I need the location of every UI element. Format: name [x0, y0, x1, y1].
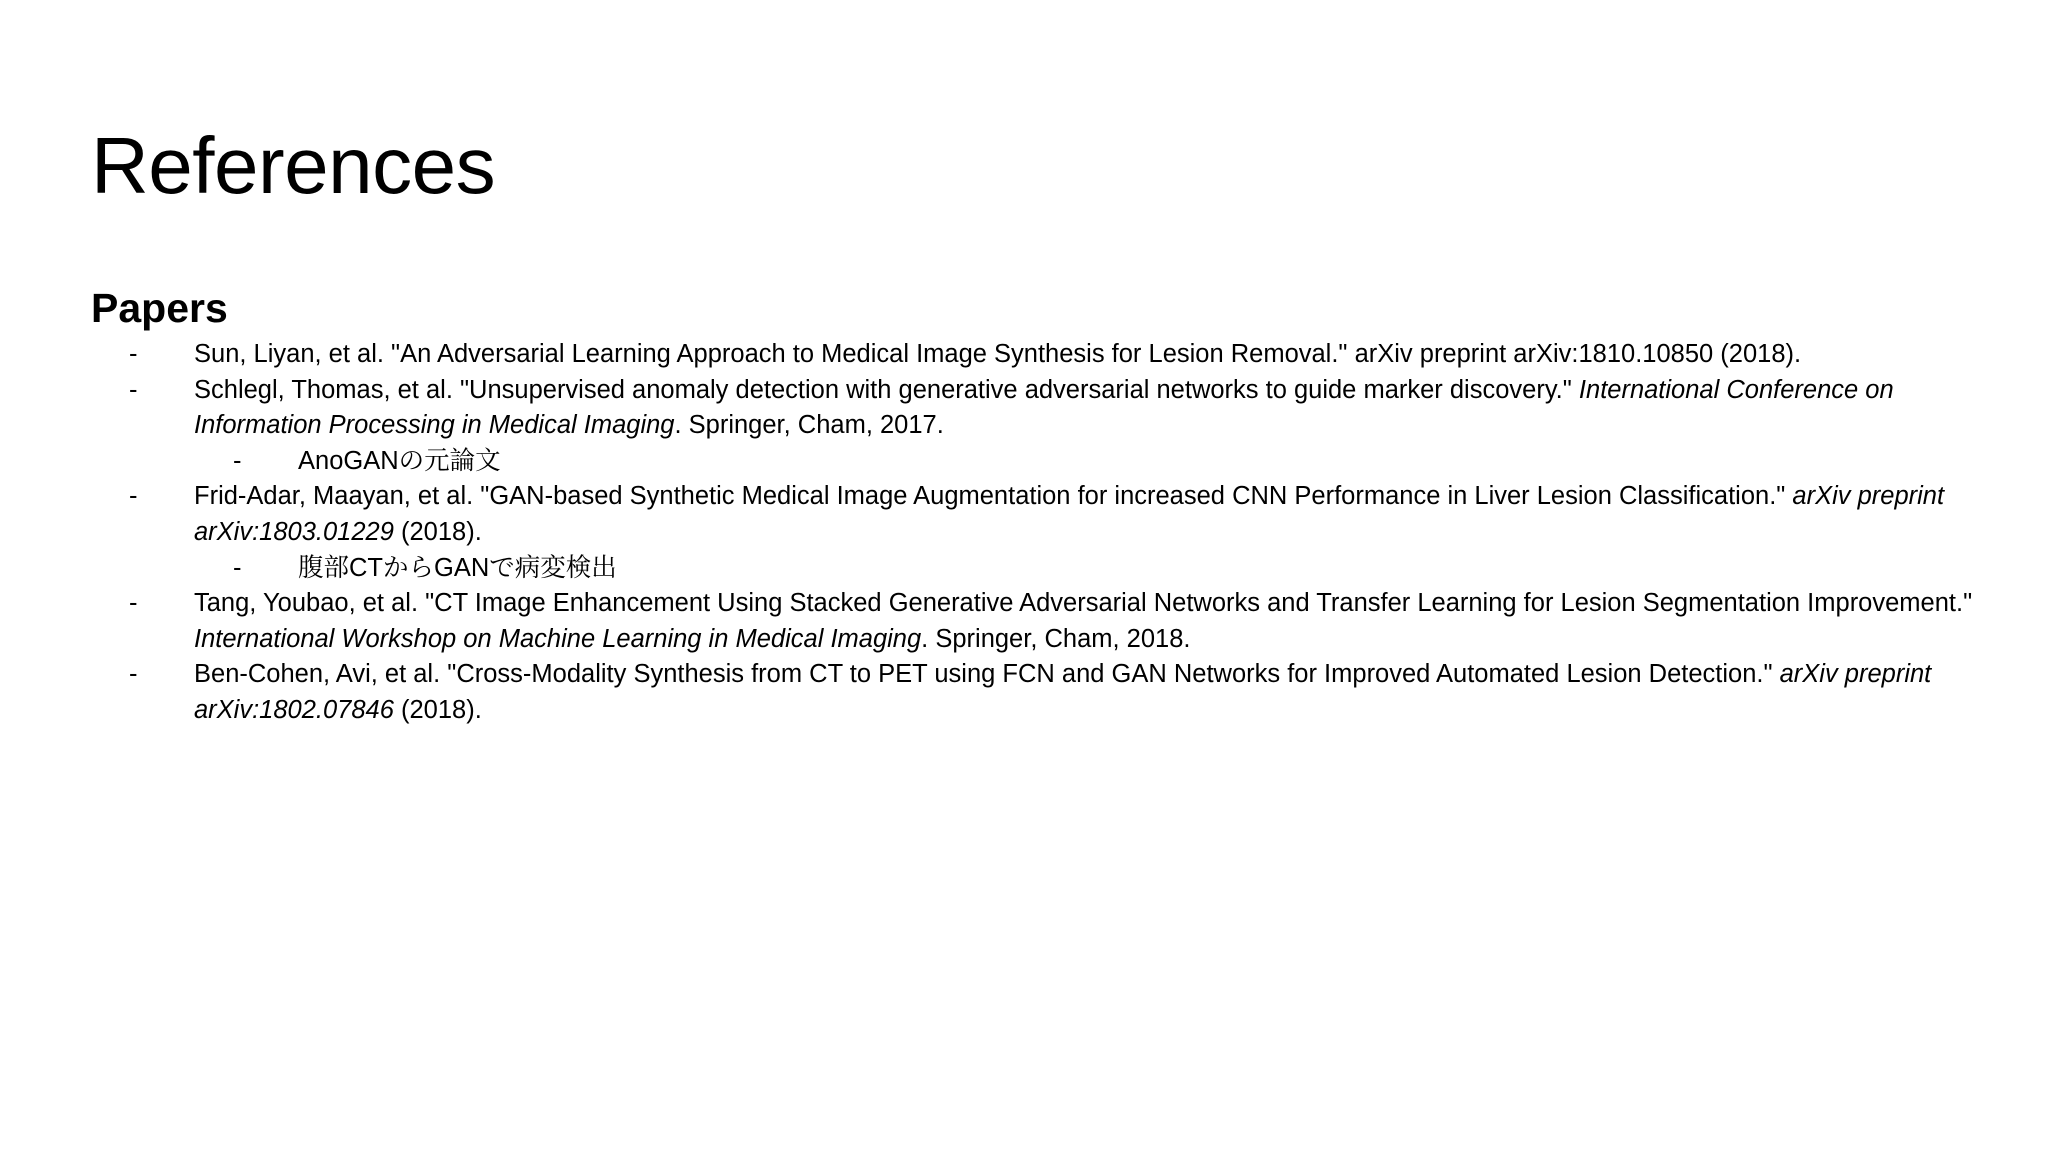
- reference-item: [0, 479, 2048, 550]
- bullet-dash: -: [129, 589, 138, 618]
- bullet-dash: -: [233, 446, 242, 475]
- reference-publisher: (2018).: [393, 517, 482, 546]
- reference-item: [0, 337, 2048, 373]
- reference-venue: International Workshop on Machine Learning in Medical Imaging: [194, 624, 922, 653]
- reference-text: [194, 586, 1994, 657]
- reference-publisher: . Springer, Cham, 2017.: [674, 411, 944, 440]
- section-heading-papers: Papers: [91, 285, 228, 331]
- reference-publisher: (2018).: [393, 695, 482, 724]
- reference-citation: Tang, Youbao, et al. "CT Image Enhancement Using Stacked Generative Adversarial Networks and Transfer Learning for Lesion Segmentation Improvement.": [194, 589, 1973, 618]
- bullet-dash: -: [129, 660, 138, 689]
- bullet-dash: -: [129, 375, 138, 404]
- reference-citation: Sun, Liyan, et al. "An Adversarial Learning Approach to Medical Image Synthesis for Lesion Removal." arXiv preprint arXiv:1810.10850 (2018).: [194, 340, 1802, 368]
- reference-text: [194, 657, 1994, 728]
- reference-note-text: [298, 444, 2048, 480]
- slide-title: References: [91, 121, 496, 210]
- reference-venue: arXiv preprint arXiv:1802.07846: [194, 660, 1932, 724]
- note-text: 腹部CTからGANで病変検出: [298, 553, 617, 582]
- reference-item: [0, 586, 2048, 657]
- reference-venue: arXiv preprint arXiv:1803.01229: [194, 482, 1945, 546]
- reference-note: [0, 551, 2048, 587]
- bullet-dash: -: [233, 553, 242, 582]
- bullet-dash: -: [129, 482, 138, 511]
- reference-item: [0, 657, 2048, 728]
- note-text: AnoGANの元論文: [298, 446, 501, 475]
- reference-venue: International Conference on Information Processing in Medical Imaging: [194, 375, 1894, 440]
- bullet-dash: -: [129, 340, 138, 368]
- reference-list: [0, 337, 2048, 729]
- reference-note-text: [298, 551, 2048, 587]
- reference-item: [0, 373, 2048, 444]
- reference-citation: Frid-Adar, Maayan, et al. "GAN-based Synthetic Medical Image Augmentation for increased CNN Performance in Liver Lesion Classification.": [194, 482, 1793, 511]
- reference-note: [0, 444, 2048, 480]
- reference-publisher: . Springer, Cham, 2018.: [921, 624, 1191, 653]
- reference-citation: Schlegl, Thomas, et al. "Unsupervised anomaly detection with generative adversarial networks to guide marker discovery.": [194, 375, 1579, 404]
- reference-text: [194, 337, 1994, 373]
- reference-text: [194, 479, 1994, 550]
- reference-citation: Ben-Cohen, Avi, et al. "Cross-Modality Synthesis from CT to PET using FCN and GAN Networks for Improved Automated Lesion Detection.": [194, 660, 1780, 689]
- reference-text: [194, 373, 1994, 444]
